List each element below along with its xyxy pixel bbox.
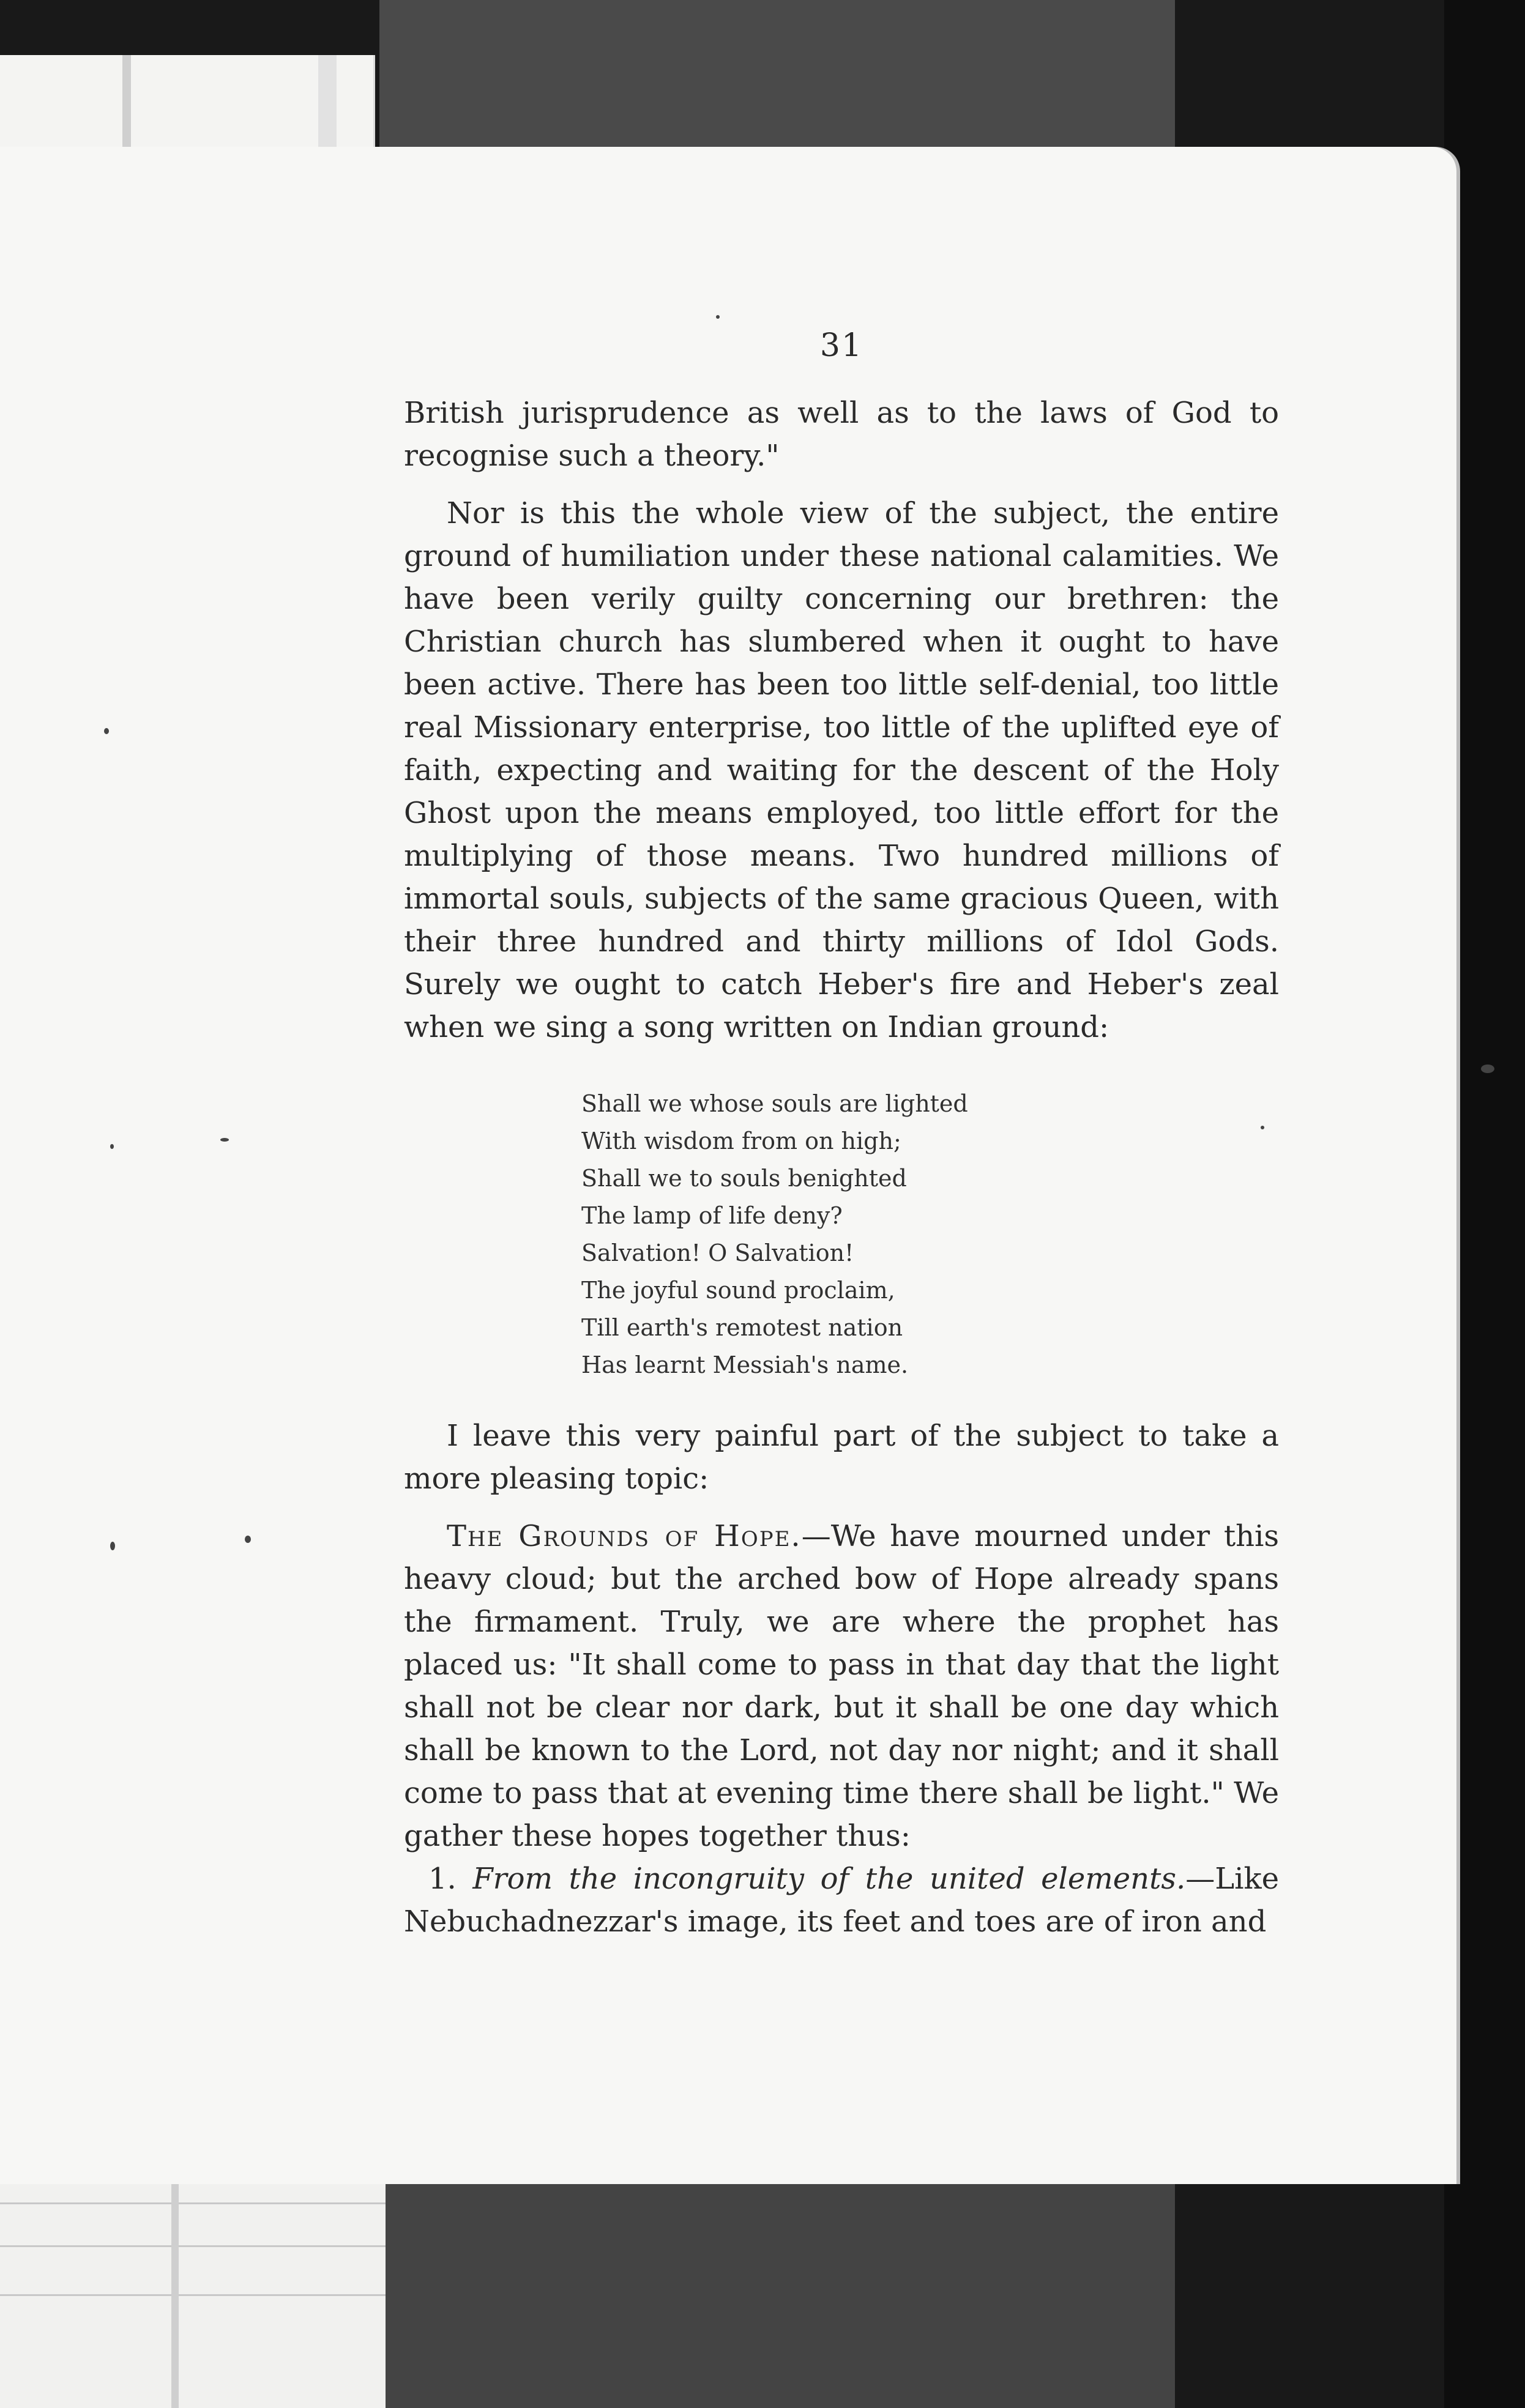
hymn-verse: [581, 1085, 1279, 1384]
slip-rule: [0, 2202, 386, 2204]
dust-speck: [110, 1144, 114, 1149]
dust-speck: [245, 1536, 251, 1543]
paragraph: British jurisprudence as well as to the laws of God to recognise such a theory.": [404, 396, 1279, 473]
paragraph-body: —Like Nebuchadnezzar's image, its feet and toes are of iron and: [404, 1862, 1279, 1939]
page-number: 31: [819, 327, 863, 364]
slip-rule: [0, 2245, 386, 2247]
dust-speck: [110, 1542, 115, 1550]
dust-speck: [716, 315, 720, 319]
scan-background-bottom: [379, 2178, 1175, 2408]
verse-line: The lamp of life deny?: [581, 1202, 843, 1229]
point-heading: From the incongruity of the united elements.: [472, 1862, 1186, 1896]
verse-line: The joyful sound proclaim,: [581, 1277, 895, 1304]
slip-rule: [0, 2294, 386, 2296]
dust-speck: [104, 728, 109, 734]
verse-line: With wisdom from on high;: [581, 1128, 901, 1154]
paragraph: [404, 1515, 1279, 1857]
verse-line: Shall we whose souls are lighted: [581, 1090, 968, 1117]
dust-speck: [1481, 1065, 1494, 1073]
paragraph: Nor is this the whole view of the subject, the entire ground of humiliation under these national calamities. We have been verily guilty concerning our brethren: the Christian church has slumbered when it ought to have been active. There has been too little self-denial, too little real Missionary enterprise, too little of the uplifted eye of faith, expecting and waiting for the descent of the Holy Ghost upon the means employed, too little effort for the multiplying of those means. Two hundred millions of immortal souls, subjects of the same gracious Queen, with their three hundred and thirty millions of Idol Gods. Surely we ought to catch Heber's fire and Heber's zeal when we sing a song written on Indian ground:: [404, 496, 1279, 1044]
paragraph: [404, 1857, 1279, 1943]
verse-line: Shall we to souls benighted: [581, 1165, 907, 1192]
verse-line: Salvation! O Salvation!: [581, 1239, 854, 1266]
verse-line: Has learnt Messiah's name.: [581, 1351, 909, 1378]
dust-speck: [220, 1138, 229, 1142]
scan-background-top: [379, 0, 1175, 171]
list-number: 1.: [428, 1862, 457, 1896]
binding-slip-bottom: [0, 2178, 386, 2408]
slip-stripe: [171, 2178, 179, 2408]
paragraph: I leave this very painful part of the subject to take a more pleasing topic:: [404, 1419, 1279, 1496]
paragraph-body: —We have mourned under this heavy cloud; but the arched bow of Hope already spans the firmament. Truly, we are where the prophet has placed us: "It shall come to pass in that day that the light shall not be clear nor dark, but it shall be one day which shall be known to the Lord, not day nor night; and it shall come to pass that at evening time there shall be light." We gather these hopes together thus:: [404, 1519, 1280, 1853]
page-text: [404, 324, 1279, 1943]
section-heading: The Grounds of Hope.: [447, 1519, 802, 1553]
verse-line: Till earth's remotest nation: [581, 1314, 903, 1341]
